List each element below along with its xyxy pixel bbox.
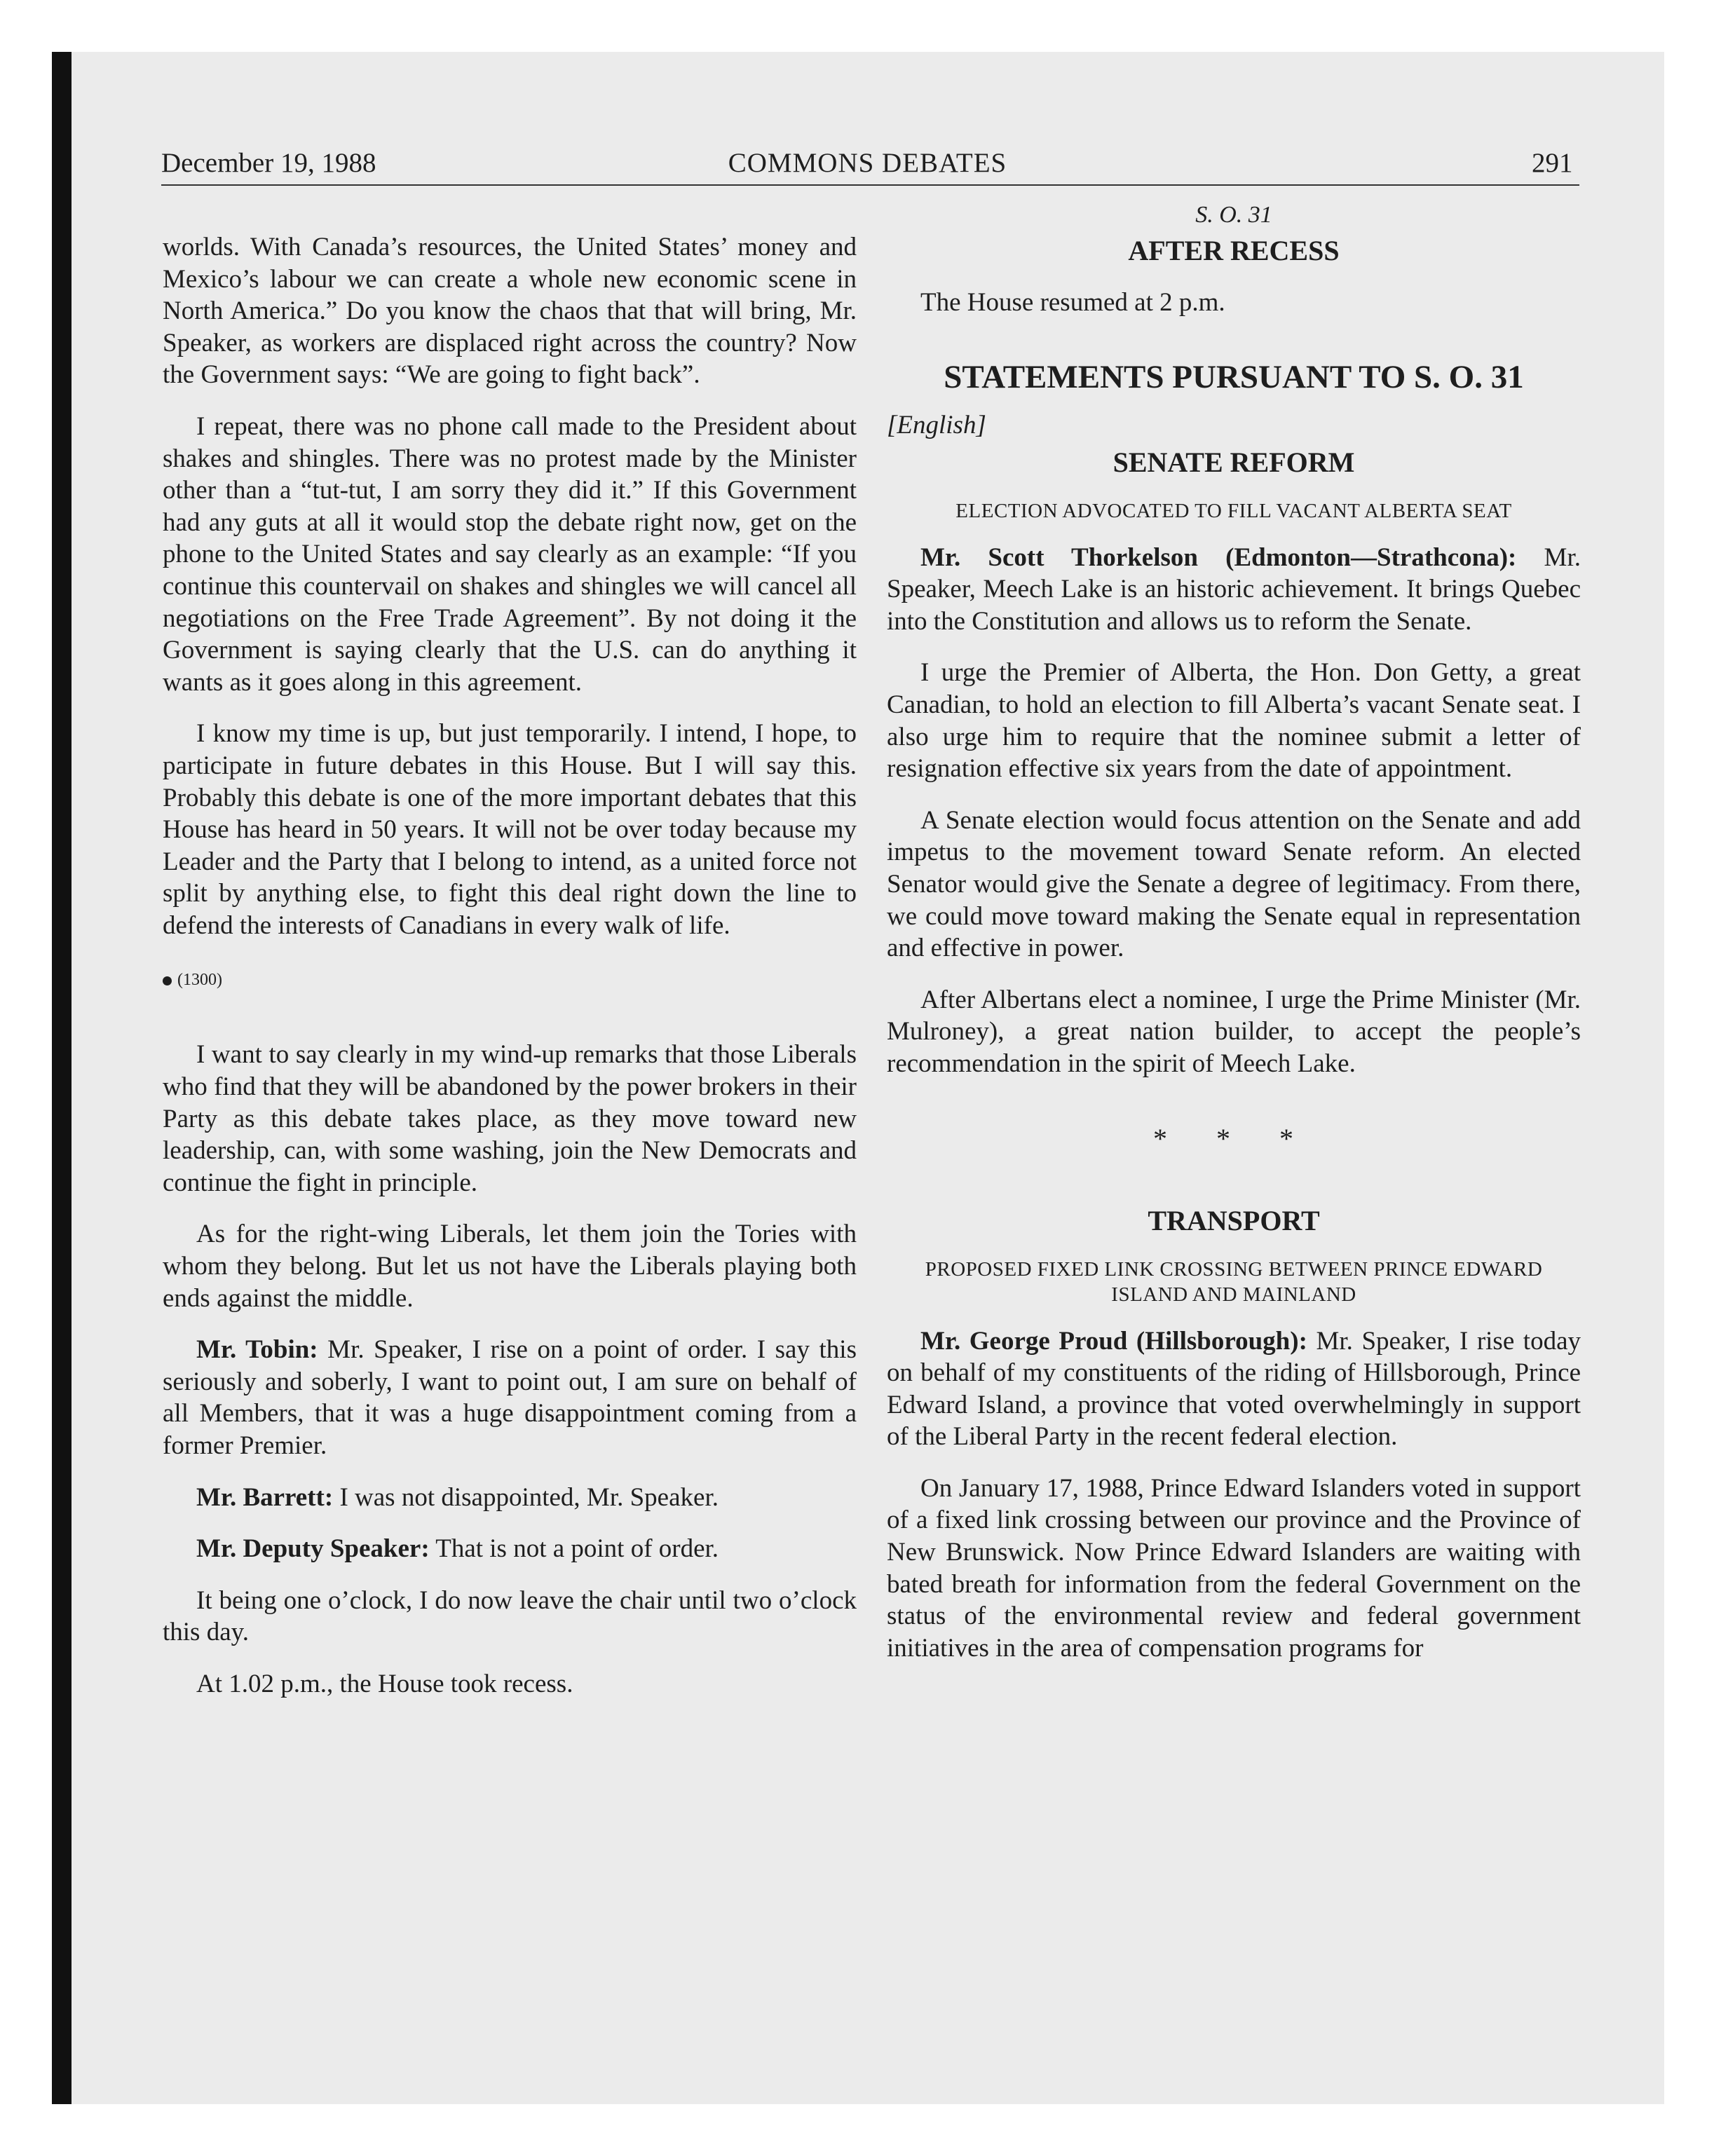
speaker-name: Mr. Barrett: xyxy=(196,1482,334,1512)
speech-text: Mr. Speaker, Meech Lake is an historic achievement. It brings Quebec into the Constitution and allows us to reform the Senate. xyxy=(887,543,1581,636)
paragraph: The House resumed at 2 p.m. xyxy=(920,288,1225,317)
speech-text: Mr. Speaker, I rise on a point of order. I say this seriously and soberly, I want to point out, I am sure on behalf of all Members, that it was a huge disappointment coming from a former Premier. xyxy=(163,1335,857,1460)
section-heading: AFTER RECESS xyxy=(1128,235,1340,266)
speaker-name: Mr. Deputy Speaker: xyxy=(196,1534,430,1564)
speech-paragraph xyxy=(163,1334,857,1461)
speech-text: That is not a point of order. xyxy=(429,1534,719,1564)
right-column xyxy=(887,202,1581,1684)
paragraph: After Albertans elect a nominee, I urge the Prime Minister (Mr. Mulroney), a great nation builder, to accept the people’s recommendation in the spirit of Meech Lake. xyxy=(887,985,1581,1078)
language-note: [English] xyxy=(887,410,986,439)
paragraph: I know my time is up, but just temporarily. I intend, I hope, to participate in future debates in this House. But I will say this. Probably this debate is one of the more important debates that this House has heard in 50 years. It will not be over today because my Leader and the Party that I belong to intend, as a united force not split by anything else, to fight this deal right down the line to defend the interests of Canadians in every walk of life. xyxy=(163,719,857,940)
section-subheading: PROPOSED FIXED LINK CROSSING BETWEEN PRINCE EDWARD ISLAND AND MAINLAND xyxy=(925,1257,1543,1306)
time-marker-label: (1300) xyxy=(177,971,222,990)
paragraph: A Senate election would focus attention on the Senate and add impetus to the movement toward Senate reform. An elected Senator would give the Senate a degree of legitimacy. From there, we could move toward making the Senate equal in representation and effective in power. xyxy=(887,805,1581,963)
standing-order-ref: S. O. 31 xyxy=(1195,202,1272,228)
paragraph: I urge the Premier of Alberta, the Hon. Don Getty, a great Canadian, to hold an election to fill Alberta’s vacant Senate seat. I also urge him to require that the nominee submit a letter of resignation effective six years from the date of appointment. xyxy=(887,658,1581,784)
section-heading: SENATE REFORM xyxy=(1113,446,1355,478)
speaker-name: Mr. George Proud (Hillsborough): xyxy=(920,1326,1307,1356)
scan-edge xyxy=(52,52,72,2104)
speaker-name: Mr. Tobin: xyxy=(196,1335,318,1365)
page-number: 291 xyxy=(1532,148,1573,178)
speaker-name: Mr. Scott Thorkelson (Edmonton—Strathcona): xyxy=(920,543,1517,572)
header-rule xyxy=(161,184,1579,186)
speech-paragraph xyxy=(163,1482,857,1514)
time-marker xyxy=(163,971,857,990)
paragraph: I repeat, there was no phone call made to the President about shakes and shingles. There was no protest made by the Minister other than a “tut-tut, I am sorry they did it.” If this Government had any guts at all it would stop the debate right now, get on the phone to the United States and say clearly as an example: “If you continue this countervail on shakes and shingles we will cancel all negotiations on the Free Trade Agreement”. By not doing it the Government is saying clearly that the U.S. can do anything it wants as it goes along in this agreement. xyxy=(163,411,857,697)
speech-text: Mr. Speaker, I rise today on behalf of my constituents of the riding of Hillsborough, Prince Edward Island, a province that voted overwhelmingly in support of the Liberal Party in the recent federal election. xyxy=(887,1326,1581,1452)
speech-paragraph xyxy=(163,1533,857,1565)
paragraph: I want to say clearly in my wind-up remarks that those Liberals who find that they will be abandoned by the power brokers in their Party as this debate takes place, as they move toward new leadership, can, with some washing, join the New Democrats and continue the fight in principle. xyxy=(163,1040,857,1197)
speech-text: I was not disappointed, Mr. Speaker. xyxy=(333,1482,719,1512)
section-separator: * * * xyxy=(1153,1122,1314,1154)
header-date: December 19, 1988 xyxy=(161,148,376,178)
main-heading: STATEMENTS PURSUANT TO S. O. 31 xyxy=(944,358,1524,395)
left-column xyxy=(163,231,857,1720)
section-heading: TRANSPORT xyxy=(1148,1204,1320,1236)
paragraph: On January 17, 1988, Prince Edward Islanders voted in support of a fixed link crossing between our province and the Province of New Brunswick. Now Prince Edward Islanders are waiting with bated breath for information from the federal Government on the status of the environmental review and federal government initiatives in the area of compensation programs for xyxy=(887,1473,1581,1663)
bullet-icon xyxy=(163,976,172,985)
header-title: COMMONS DEBATES xyxy=(728,148,1007,178)
paragraph: As for the right-wing Liberals, let them join the Tories with whom they belong. But let us not have the Liberals playing both ends against the middle. xyxy=(163,1220,857,1313)
speech-paragraph xyxy=(887,542,1581,638)
speech-paragraph xyxy=(887,1325,1581,1453)
section-subheading: ELECTION ADVOCATED TO FILL VACANT ALBERTA SEAT xyxy=(955,499,1512,522)
paragraph: At 1.02 p.m., the House took recess. xyxy=(196,1669,573,1698)
paragraph: It being one o’clock, I do now leave the chair until two o’clock this day. xyxy=(163,1585,857,1647)
paragraph: worlds. With Canada’s resources, the United States’ money and Mexico’s labour we can create a whole new economic scene in North America.” Do you know the chaos that that will bring, Mr. Speaker, as workers are displaced right across the country? Now the Government says: “We are going to fight back”. xyxy=(163,233,857,390)
